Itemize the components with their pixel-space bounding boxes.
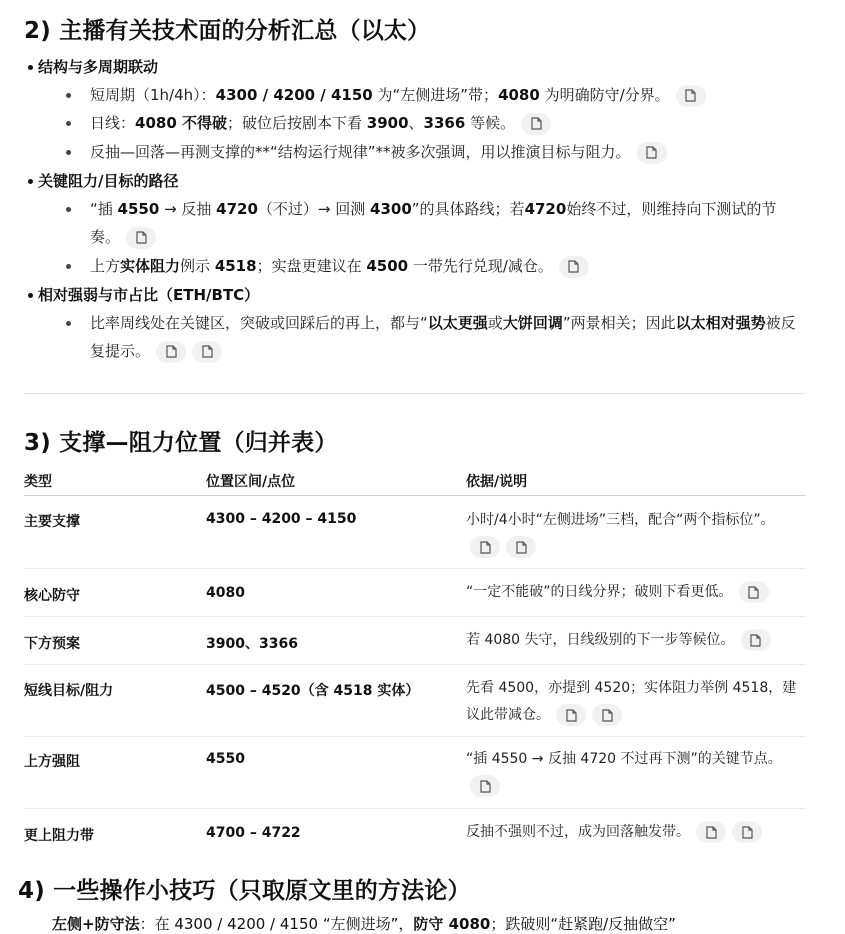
- text-bold: 实体阻力: [120, 257, 181, 275]
- citation-button[interactable]: [556, 704, 586, 726]
- document-icon: [750, 634, 761, 647]
- citation-button[interactable]: [126, 227, 156, 249]
- text-bold: 4300: [370, 200, 412, 218]
- text: 或: [487, 314, 503, 332]
- text-bold: 4720: [524, 200, 567, 218]
- citation-button[interactable]: [192, 341, 222, 363]
- text: 上方: [90, 257, 121, 275]
- row-divider: [24, 736, 805, 737]
- note-text: 若 4080 失守，日线级别的下一步等候位。: [466, 632, 735, 648]
- list-item: [90, 109, 805, 137]
- citation-button[interactable]: [739, 581, 769, 603]
- document-icon: [480, 780, 491, 793]
- list-item: [90, 309, 805, 365]
- text-bold: 3900: [366, 114, 409, 132]
- text: ”的具体路线；若: [411, 200, 525, 218]
- list-item: [90, 138, 805, 166]
- group-label: 关键阻力/目标的路径: [38, 172, 179, 190]
- text-bold: 4518: [214, 257, 257, 275]
- table-cell-type: 短线目标/阻力: [24, 683, 114, 699]
- group-label: 结构与多周期联动: [38, 58, 159, 76]
- note-text: 小时/4小时“左侧进场”三档，配合“两个指标位”。: [466, 512, 775, 528]
- table-cell-type: 主要支撑: [24, 514, 80, 530]
- row-divider: [24, 664, 805, 665]
- section-2-title: 2) 主播有关技术面的分析汇总（以太）: [24, 18, 431, 44]
- citation-button[interactable]: [470, 775, 500, 797]
- note-text: “一定不能破”的日线分界；破则下看更低。: [466, 584, 733, 600]
- table-cell-note: [466, 675, 806, 729]
- document-icon: [685, 89, 696, 102]
- text-bold: 3366: [423, 114, 466, 132]
- text: 例示: [180, 257, 215, 275]
- table-cell-type: 更上阻力带: [24, 828, 94, 844]
- text: 等候。: [465, 114, 516, 132]
- list-item: [90, 81, 805, 109]
- text: “插: [90, 200, 118, 218]
- citation-button[interactable]: [156, 341, 186, 363]
- text: ；跌破则“赶紧跑/反抽做空”: [490, 915, 676, 933]
- document-icon: [166, 345, 177, 358]
- note-text: “插 4550 → 反抽 4720 不过再下测”的关键节点。: [466, 751, 782, 767]
- document-icon: [566, 709, 577, 722]
- document-icon: [568, 260, 579, 273]
- table-cell-note: [466, 507, 806, 561]
- citation-button[interactable]: [506, 536, 536, 558]
- group-relative-strength: [38, 284, 259, 305]
- text: 一带先行兑现/减仓。: [408, 257, 553, 275]
- group-label: 相对强弱与市占比（ETH/BTC）: [38, 286, 260, 304]
- text-bold: 4300 / 4200 / 4150: [215, 86, 373, 104]
- table-cell-level: 4080: [206, 585, 245, 601]
- text: ”两景相关；因此: [562, 314, 676, 332]
- document-icon: [748, 586, 759, 599]
- row-divider: [24, 808, 805, 809]
- text: （不过）→ 回测: [257, 200, 371, 218]
- text: 为“左侧进场”带；: [372, 86, 499, 104]
- text: 为明确防守/分界。: [539, 86, 670, 104]
- text: 被反复提示。: [90, 314, 796, 360]
- document-icon: [136, 231, 147, 244]
- text: 短周期（1h/4h）：: [90, 86, 216, 104]
- text-bold: 4550: [117, 200, 160, 218]
- document-icon: [706, 826, 717, 839]
- table-cell-type: 下方预案: [24, 636, 80, 652]
- document-icon: [602, 709, 613, 722]
- text-bold: 4720: [216, 200, 258, 218]
- text-bold: 防守 4080: [413, 915, 491, 933]
- row-divider: [24, 616, 805, 617]
- row-divider: [24, 568, 805, 569]
- table-cell-note: [466, 627, 806, 654]
- table-header-divider: [24, 495, 805, 496]
- table-cell-level: 4700 – 4722: [206, 825, 301, 841]
- text-bold: 左侧+防守法: [52, 915, 140, 933]
- text-bold: 4500: [366, 257, 409, 275]
- table-cell-level: 4550: [206, 751, 245, 767]
- table-cell-note: [466, 819, 806, 846]
- table-cell-level: 4500 – 4520（含 4518 实体）: [206, 683, 420, 699]
- text-bold: 以太相对强势: [675, 314, 766, 332]
- citation-button[interactable]: [741, 629, 771, 651]
- document-icon: [516, 541, 527, 554]
- text-bold: 大饼回调: [502, 314, 563, 332]
- text: 比率周线处在关键区，突破或回踩后的再上，都与“: [90, 314, 428, 332]
- note-text: 反抽不强则不过，成为回落触发带。: [466, 824, 690, 840]
- text-bold: 4080 不得破: [135, 114, 227, 132]
- document-icon: [531, 117, 542, 130]
- table-cell-type: 核心防守: [24, 588, 80, 604]
- text: 始终不过，则维持向下测试的节奏。: [90, 200, 777, 246]
- text: 日线：: [90, 114, 136, 132]
- divider: [24, 393, 805, 394]
- citation-button[interactable]: [592, 704, 622, 726]
- table-cell-type: 上方强阻: [24, 754, 80, 770]
- document-icon: [742, 826, 753, 839]
- table-cell-level: 4300 – 4200 – 4150: [206, 511, 357, 527]
- citation-button[interactable]: [470, 536, 500, 558]
- group-structure: [38, 56, 158, 77]
- list-item: [90, 195, 805, 251]
- citation-button[interactable]: [559, 256, 589, 278]
- document-icon: [646, 146, 657, 159]
- citation-button[interactable]: [696, 821, 726, 843]
- table-header-level: 位置区间/点位: [206, 474, 296, 490]
- citation-button[interactable]: [676, 85, 706, 107]
- table-cell-note: [466, 746, 806, 800]
- note-text: 先看 4500，亦提到 4520；实体阻力举例 4518，建议此带减仓。: [466, 680, 797, 723]
- section-4-title: 4) 一些操作小技巧（只取原文里的方法论）: [18, 878, 471, 904]
- citation-button[interactable]: [732, 821, 762, 843]
- table-cell-level: 3900、3366: [206, 636, 298, 652]
- table-header-note: 依据/说明: [466, 474, 528, 490]
- table-cell-note: [466, 579, 806, 606]
- text: 、: [408, 114, 424, 132]
- text-bold: 4080: [498, 86, 540, 104]
- citation-button[interactable]: [521, 113, 551, 135]
- text-bold: 以太更强: [427, 314, 488, 332]
- table-header-type: 类型: [24, 474, 52, 490]
- list-item: [52, 913, 676, 934]
- text: 反抽—回落—再测支撑的**“结构运行规律”**被多次强调，用以推演目标与阻力。: [90, 143, 631, 161]
- document-icon: [480, 541, 491, 554]
- document-icon: [202, 345, 213, 358]
- text: ：在 4300 / 4200 / 4150 “左侧进场”，: [139, 915, 414, 933]
- group-resistance-path: [38, 170, 178, 191]
- section-3-title: 3) 支撑—阻力位置（归并表）: [24, 430, 338, 456]
- text: ；破位后按剧本下看: [227, 114, 367, 132]
- list-item: [90, 252, 805, 280]
- text: ；实盘更建议在: [256, 257, 367, 275]
- citation-button[interactable]: [637, 142, 667, 164]
- text: → 反抽: [159, 200, 217, 218]
